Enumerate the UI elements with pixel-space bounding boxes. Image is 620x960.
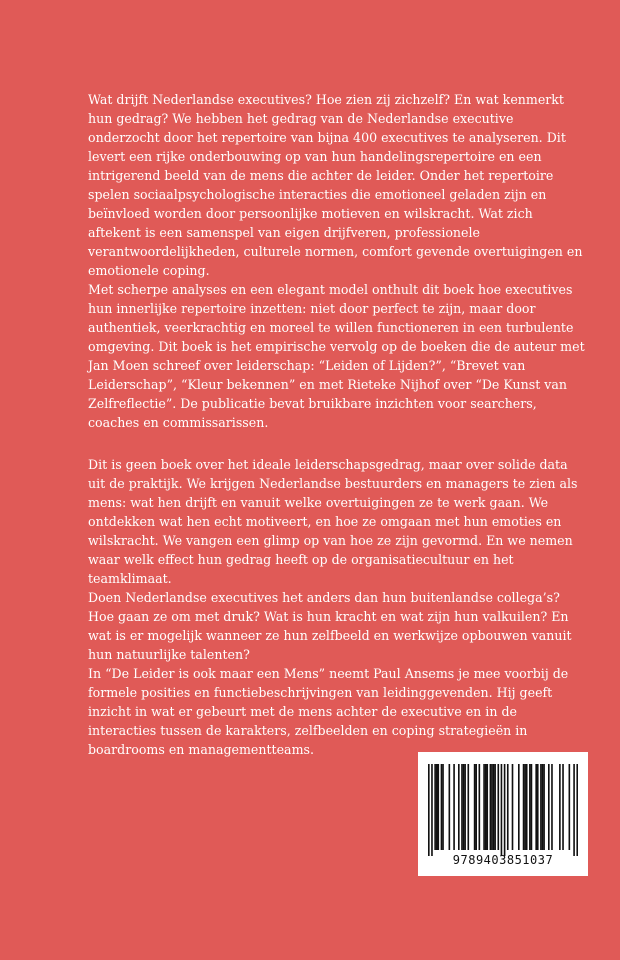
barcode-bar (529, 764, 531, 850)
barcode-bar (463, 764, 465, 850)
barcode-bar (540, 764, 542, 850)
isbn-barcode (418, 752, 588, 876)
barcode-bar (494, 764, 496, 850)
barcode-bar (576, 764, 578, 856)
blurb-paragraph: Met scherpe analyses en een elegant model onthult dit boek hoe executives hun innerlijke repertoire inzetten: niet door perfect te zijn, maar door authentiek, veerkrachtig en moreel te willen functioneren in een turbulente omgeving. Dit boek is het empirische vervolg op de boeken die de auteur met Jan Moen schreef over leiderschap: “Leiden of Lijden?”, “Brevet van Leiderschap”, “Kleur bekennen” en met Rieteke Nijhof over “De Kunst van Zelfreflectie”. De publicatie bevat bruikbare inzichten voor searchers, coaches en commissarissen. (88, 282, 585, 430)
barcode-bar (507, 764, 509, 850)
barcode-bars (428, 764, 578, 856)
barcode-bar (486, 764, 488, 850)
barcode-bar (542, 764, 544, 850)
barcode-bar (562, 764, 564, 850)
barcode-bar (523, 764, 525, 850)
barcode-bar (512, 764, 514, 850)
barcode-bar (504, 764, 506, 856)
barcode-bar (535, 764, 537, 850)
barcode-bar (491, 764, 493, 850)
blurb-text (88, 90, 588, 759)
barcode-bar (436, 764, 438, 850)
barcode-bar (464, 764, 466, 850)
barcode-bar (501, 764, 503, 856)
barcode-bar (461, 764, 463, 850)
barcode-bar (569, 764, 571, 850)
barcode-bar (467, 764, 469, 850)
blurb-paragraph: Wat drijft Nederlandse executives? Hoe zien zij zichzelf? En wat kenmerkt hun gedrag? We hebben het gedrag van de Nederlandse executive onderzocht door het repertoire van bijna 400 executives te analyseren. Dit levert een rijke onderbouwing op van hun handelingsrepertoire en een intrigerend beeld van de mens die achter de leider. Onder het repertoire spelen sociaalpsychologische interacties die emotioneel geladen zijn en beïnvloed worden door persoonlijke motieven en wilskracht. Wat zich aftekent is een samenspel van eigen drijfveren, professionele verantwoordelijkheden, culturele normen, comfort gevende overtuigingen en emotionele coping. (88, 92, 583, 278)
barcode-bar (475, 764, 477, 850)
barcode-bar (458, 764, 460, 850)
barcode-bar (490, 764, 492, 850)
blurb-paragraph: Dit is geen boek over het ideale leiderschapsgedrag, maar over solide data uit de praktijk. We krijgen Nederlandse bestuurders en managers te zien als mens: wat hen drijft en vanuit welke overtuigingen ze te werk gaan. We ontdekken wat hen echt motiveert, en hoe ze omgaan met hun emoties en wilskracht. We vangen een glimp op van hoe ze zijn gevormd. En we nemen waar welk effect hun gedrag heeft op de organisatiecultuur en het teamklimaat. (88, 457, 578, 586)
barcode-bar (441, 764, 443, 850)
barcode-bar (434, 764, 436, 850)
barcode-bar (431, 764, 433, 856)
barcode-bar (524, 764, 526, 850)
section-gap (88, 432, 588, 455)
barcode-bar (483, 764, 485, 850)
barcode-bar (548, 764, 550, 850)
barcode-bar (497, 764, 499, 850)
barcode-bar (573, 764, 575, 856)
barcode-bar (551, 764, 553, 850)
isbn-number: 9789403851037 (452, 853, 554, 867)
barcode-bar (518, 764, 520, 850)
barcode-bar (479, 764, 481, 850)
blurb-paragraph: Doen Nederlandse executives het anders dan hun buitenlandse collega’s? Hoe gaan ze om met druk? Wat is hun kracht en wat zijn hun valkuilen? En wat is er mogelijk wanneer ze hun zelfbeeld en werkwijze opbouwen vanuit hun natuurlijke talenten? (88, 590, 572, 662)
barcode-bar (526, 764, 528, 850)
barcode-bar (428, 764, 430, 856)
barcode-bar (537, 764, 539, 850)
barcode-bar (485, 764, 487, 850)
barcode-bar (474, 764, 476, 850)
barcode-bar (453, 764, 455, 850)
barcode-bar (493, 764, 495, 850)
barcode-bar (531, 764, 533, 850)
barcode-bar (559, 764, 561, 850)
barcode-bar (437, 764, 439, 850)
barcode-bar (449, 764, 451, 850)
barcode-bar (543, 764, 545, 850)
barcode-bar (442, 764, 444, 850)
blurb-paragraph: In “De Leider is ook maar een Mens” neemt Paul Ansems je mee voorbij de formele posities en functiebeschrijvingen van leidinggevenden. Hij geeft inzicht in wat er gebeurt met de mens achter de executive en in de interacties tussen de karakters, zelfbeelden en coping strategieën in boardrooms en managementteams. (88, 666, 569, 757)
